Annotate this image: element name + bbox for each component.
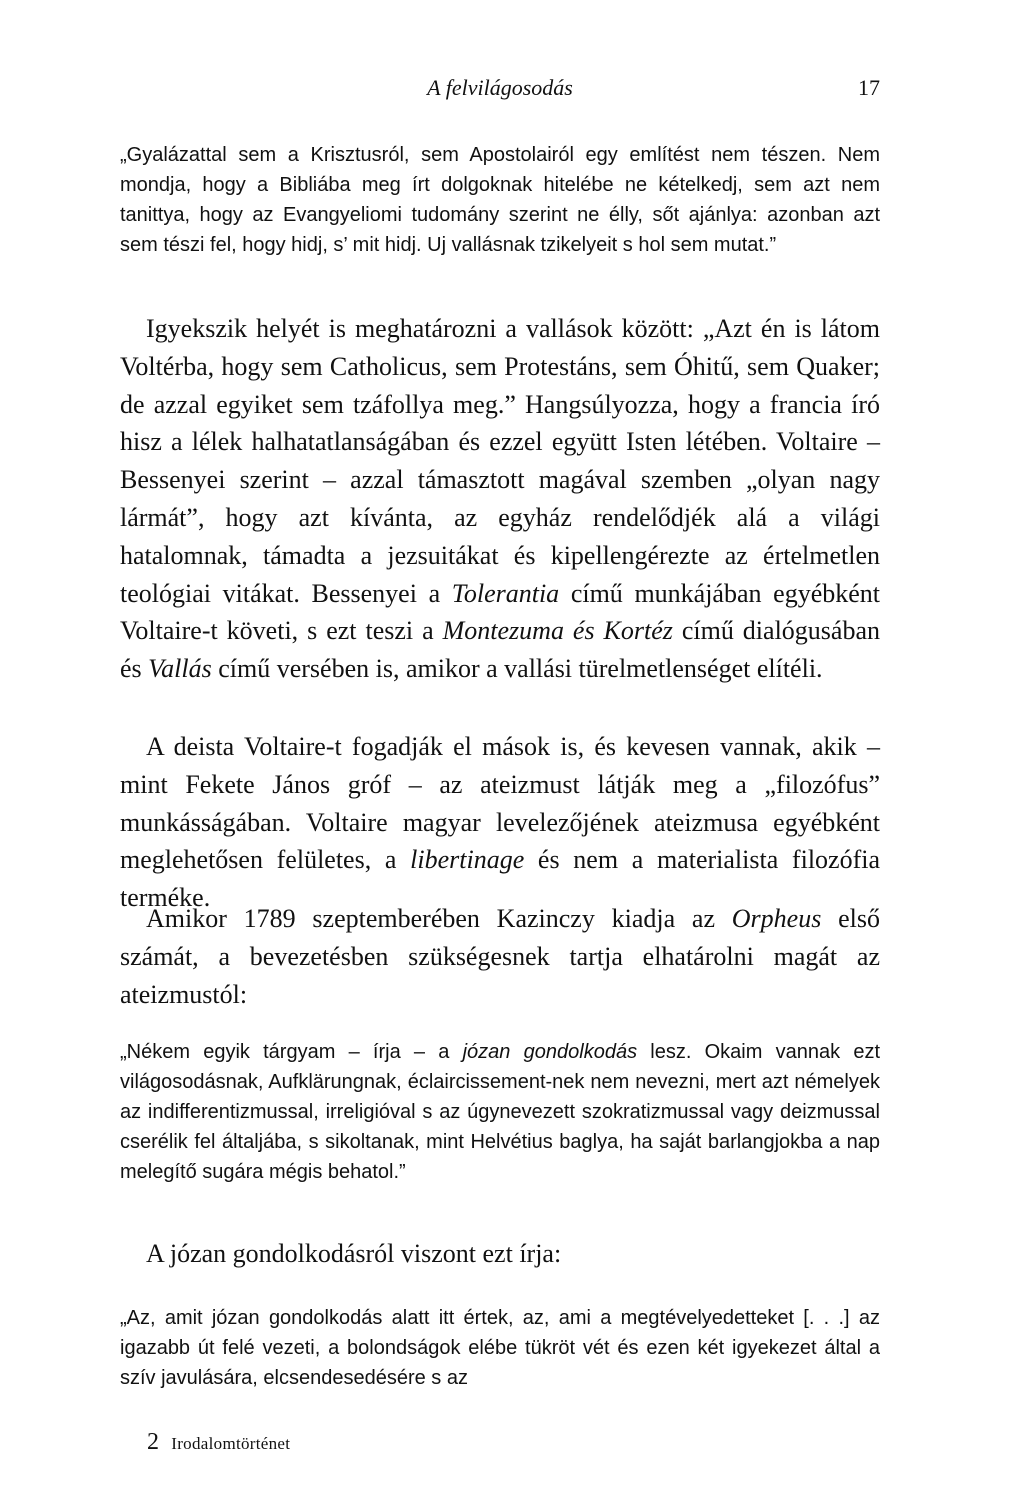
text-run: első számát, a bevezetésben szükségesnek tartja elhatárolni magát az ateizmustól:: [120, 904, 880, 1009]
text-run: „Nékem egyik tárgyam – írja – a: [120, 1041, 463, 1063]
page-number: 17: [858, 75, 880, 100]
text-run: Igyekszik helyét is meghatározni a vallások között: „Azt én is látom Voltérba, hogy sem Catholicus, sem Protestáns, sem Óhitű, sem Quaker; de azzal egyiket sem tzáfollya meg.” Hangsúlyozza, hogy a francia író hisz a lélek halhatatlanságában és ezzel együtt Isten létében. Voltaire – Bessenyei szerint – azzal támasztott magával szemben „olyan nagy lármát”, hogy azt kívánta, az egyház rendelődjék alá a világi hatalomnak, támadta a jezsuitákat és kipellengérezte az értelmetlen teológiai vitákat. Bessenyei a: [120, 314, 880, 608]
italic-title: Vallás: [148, 654, 212, 684]
signature-text: Irodalomtörténet: [171, 1434, 291, 1453]
body-paragraph: [120, 728, 880, 917]
signature-number: 2: [147, 1429, 159, 1455]
text-run: lesz. Okaim vannak ezt világosodásnak, Aufklärungnak, éclaircissement-nek nem nevezni, mert azt némelyek az indifferentizmussal, irreligióval s az úgynevezett szokratizmussal vagy deizmussal cserélik fel általjába, s sikoltanak, mint Helvétius baglya, ha saját barlangjokba a nap melegítő sugára mégis behatol.”: [120, 1041, 881, 1183]
italic-term: libertinage: [410, 845, 525, 875]
italic-title: Tolerantia: [451, 578, 560, 608]
signature-mark: [147, 1429, 290, 1456]
block-quote: „Az, amit józan gondolkodás alatt itt értek, az, ami a megtévelyedetteket [. . .] az igazabb út felé vezeti, a bolondságok elébe tükröt vét és ezen két igyekezet által a szív javulására, elcsendesedésére s az: [120, 1307, 880, 1389]
text-run: Amikor 1789 szeptemberében Kazinczy kiadja az: [146, 904, 732, 933]
text-run: című versében is, amikor a vallási türelmetlenséget elítéli.: [211, 654, 823, 684]
body-paragraph: [120, 900, 880, 1013]
running-head: [120, 75, 880, 107]
body-paragraph: [120, 310, 880, 688]
italic-title: Orpheus: [731, 904, 822, 933]
italic-title: Montezuma és Kortéz: [442, 616, 673, 646]
text-run: és nem a materialista filozófia terméke.: [120, 845, 880, 913]
running-title: A felvilágosodás: [427, 75, 573, 100]
text-run: A deista Voltaire-t fogadják el mások is, és kevesen vannak, akik – mint Fekete János gróf – az ateizmust látják meg a „filozófus” munkásságában. Voltaire magyar levelezőjének ateizmusa egyébként meglehetősen felületes, a: [120, 732, 880, 875]
block-quote: [120, 1037, 880, 1187]
text-run: című munkájában egyébként Voltaire-t követi, s ezt teszi a: [120, 578, 880, 646]
text-run: című dialógusában és: [120, 616, 880, 684]
italic-term: józan gondolkodás: [462, 1041, 638, 1063]
intro-line: A józan gondolkodásról viszont ezt írja:: [146, 1239, 562, 1268]
block-quote: „Gyalázattal sem a Krisztusról, sem Apostolairól egy említést nem tészen. Nem mondja, hogy a Bibliába meg írt dolgoknak hitelébe ne kételkedj, sem azt nem tanittya, hogy az Evangyeliomi tudomány szerint ne élly, sőt ajánlya: azonban azt sem tészi fel, hogy hidj, s’ mit hidj. Uj vallásnak tzikelyeit s hol sem mutat.”: [120, 144, 880, 256]
